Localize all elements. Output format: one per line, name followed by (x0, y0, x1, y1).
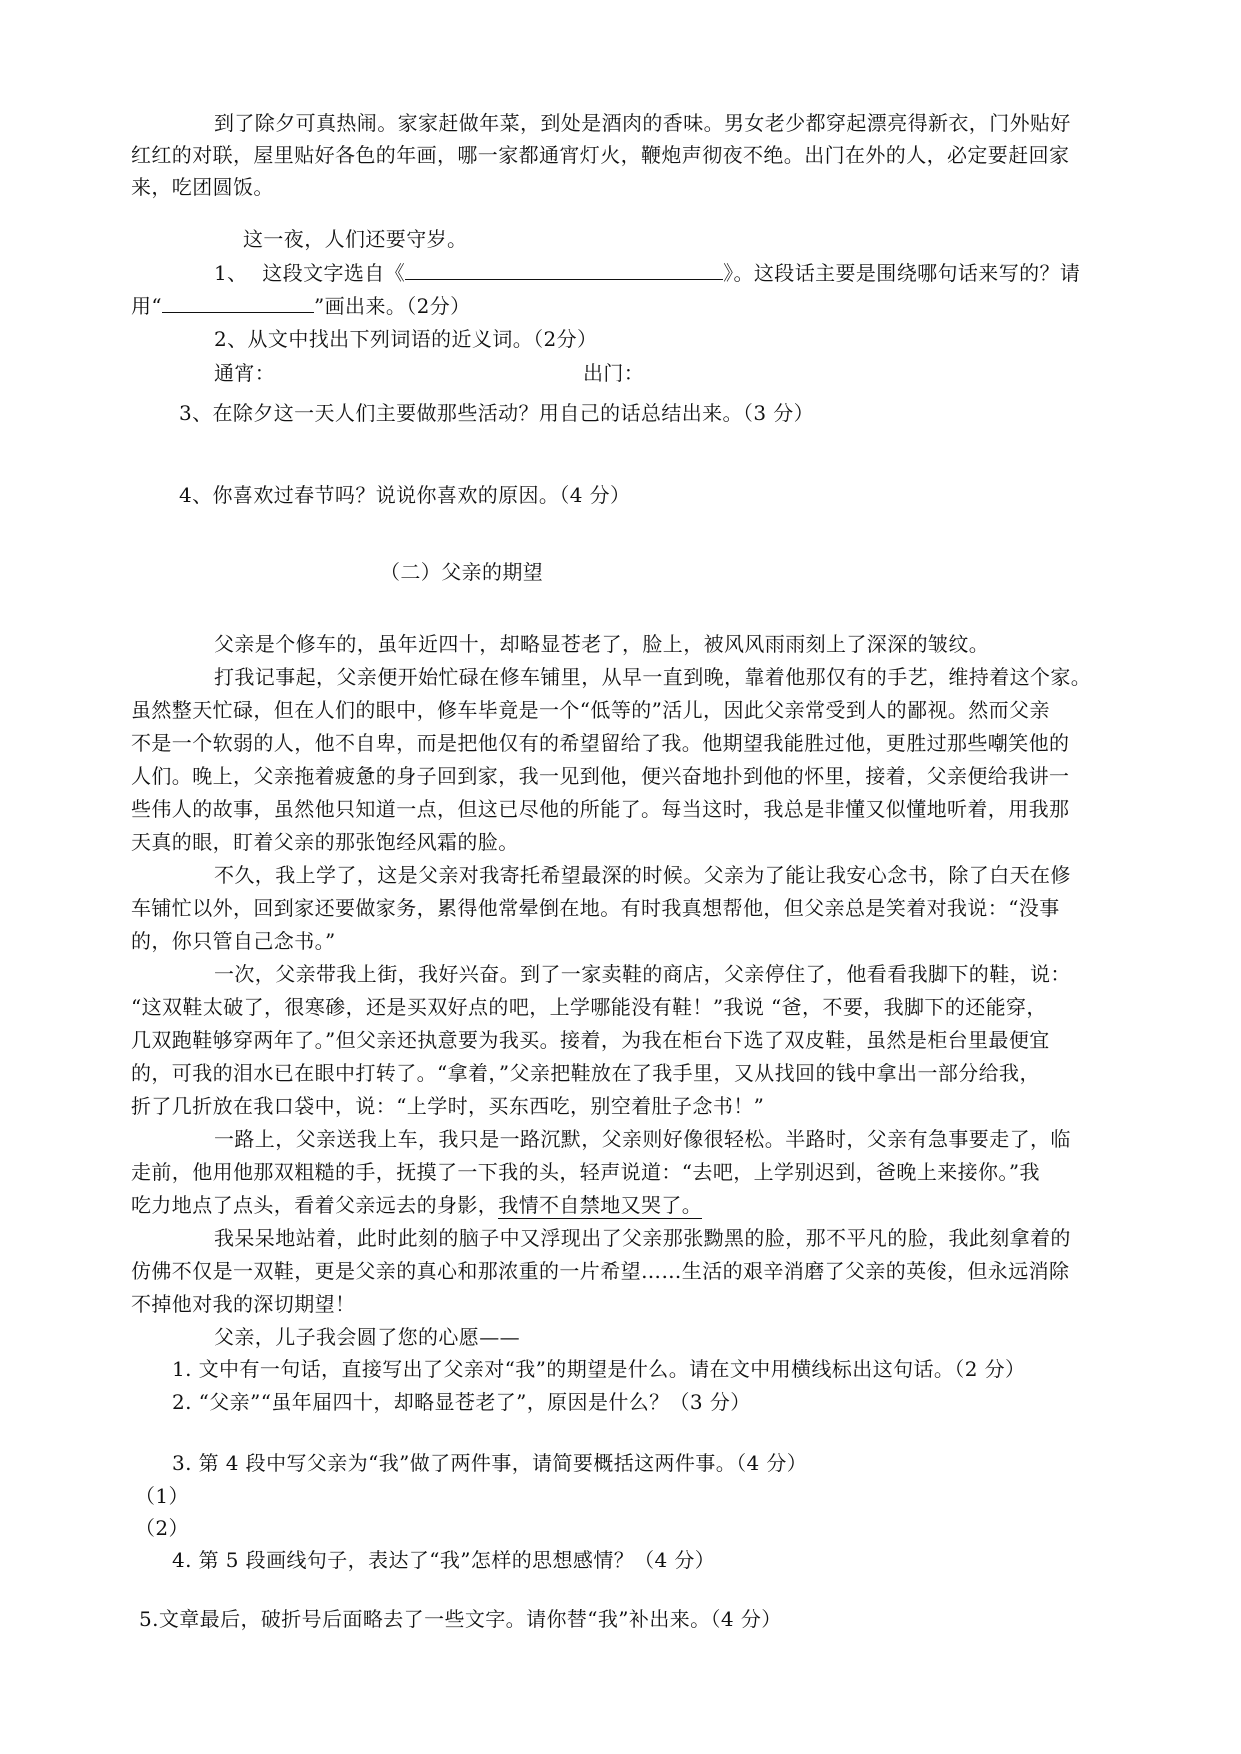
passage2-line-10: 的，你只管自己念书。” (131, 929, 336, 953)
passage2-line-7: 天真的眼，盯着父亲的那张饱经风霜的脸。 (131, 830, 519, 854)
synonym-word-1: 通宵： (214, 361, 276, 385)
question-2: 2、从文中找出下列词语的近义词。（2分） (214, 327, 598, 351)
passage1-line-2: 红红的对联，屋里贴好各色的年画，哪一家都通宵灯火，鞭炮声彻夜不绝。出门在外的人，必定要赶回家 (131, 143, 1070, 167)
underlined-sentence: 我情不自禁地又哭了。 (498, 1193, 703, 1217)
passage2-line-15: 折了几折放在我口袋中，说：“上学时，买东西吃，别空着肚子念书！” (131, 1094, 765, 1118)
question-1-text-c: 用“ (131, 294, 163, 318)
synonym-word-2: 出门： (583, 361, 645, 385)
passage1-line-1: 到了除夕可真热闹。家家赶做年菜，到处是酒肉的香味。男女老少都穿起漂亮得新衣，门外贴好 (214, 111, 1071, 135)
passage2-line-17: 走前，他用他那双粗糙的手，抚摸了一下我的头，轻声说道：“去吧，上学别迟到，爸晚上来接你。”我 (131, 1160, 1040, 1184)
passage2-line-12: “这双鞋太破了，很寒碜，还是买双好点的吧，上学哪能没有鞋！”我说 “爸，不要，我脚下的还能穿， (131, 995, 1047, 1019)
question-3: 3、在除夕这一天人们主要做那些活动？用自己的话总结出来。（3 分） (179, 401, 815, 425)
passage2-line-8: 不久，我上学了，这是父亲对我寄托希望最深的时候。父亲为了能让我安心念书，除了白天在修 (214, 863, 1071, 887)
source-blank[interactable] (405, 257, 723, 280)
passage2-line-19: 我呆呆地站着，此时此刻的脑子中又浮现出了父亲那张黝黑的脸，那不平凡的脸，我此刻拿着的 (214, 1226, 1071, 1250)
answer-slot-2: （2） (135, 1516, 189, 1540)
question-1-line-2 (131, 290, 471, 322)
passage2-line-1: 父亲是个修车的，虽年近四十，却略显苍老了，脸上，被风风雨雨刻上了深深的皱纹。 (214, 632, 990, 656)
passage2-line-13: 几双跑鞋够穿两年了。”但父亲还执意要为我买。接着，为我在柜台下选了双皮鞋，虽然是柜台里最便宜 (131, 1028, 1050, 1052)
passage2-line-3: 虽然整天忙碌，但在人们的眼中，修车毕竟是一个“低等的”活儿，因此父亲常受到人的鄙视。然而父亲 (131, 698, 1050, 722)
question-4: 4、你喜欢过春节吗？说说你喜欢的原因。（4 分） (179, 483, 631, 507)
passage2-line-18-text: 吃力地点了点头，看着父亲远去的身影， (131, 1193, 499, 1217)
passage2-line-4: 不是一个软弱的人，他不自卑，而是把他仅有的希望留给了我。他期望我能胜过他，更胜过那些嘲笑他的 (131, 731, 1070, 755)
passage2-line-18 (131, 1189, 702, 1221)
passage2-line-20: 仿佛不仅是一双鞋，更是父亲的真心和那浓重的一片希望……生活的艰辛消磨了父亲的英俊，但永远消除 (131, 1259, 1070, 1283)
question-1-text-d: ”画出来。（2分） (314, 294, 471, 318)
passage2-line-14: 的，可我的泪水已在眼中打转了。“拿着，”父亲把鞋放在了我手里，又从找回的钱中拿出一部分给我， (131, 1061, 1040, 1085)
passage2-line-21: 不掉他对我的深切期望！ (131, 1292, 356, 1316)
passage2-line-16: 一路上，父亲送我上车，我只是一路沉默，父亲则好像很轻松。半路时，父亲有急事要走了，临 (214, 1127, 1071, 1151)
question2-1: 1. 文中有一句话，直接写出了父亲对“我”的期望是什么。请在文中用横线标出这句话。（2 分） (172, 1357, 1026, 1381)
question-1-text-a: 这段文字选自《 (262, 261, 406, 285)
question-1-text-b: 》。这段话主要是围绕哪句话来写的？请 (723, 261, 1081, 285)
passage1-line-4: 这一夜，人们还要守岁。 (243, 227, 468, 251)
passage2-line-5: 人们。晚上，父亲拖着疲惫的身子回到家，我一见到他，便兴奋地扑到他的怀里，接着，父亲便给我讲一 (131, 764, 1070, 788)
question2-5: 5.文章最后，破折号后面略去了一些文字。请你替“我”补出来。（4 分） (139, 1607, 782, 1631)
question2-4: 4. 第 5 段画线句子，表达了“我”怎样的思想感情？（4 分） (172, 1548, 716, 1572)
passage2-line-11: 一次，父亲带我上街，我好兴奋。到了一家卖鞋的商店，父亲停住了，他看看我脚下的鞋，说： (214, 962, 1071, 986)
passage2-line-22: 父亲，儿子我会圆了您的心愿—— (214, 1325, 520, 1349)
question2-2: 2. “父亲”“虽年届四十，却略显苍老了”，原因是什么？（3 分） (172, 1390, 751, 1414)
section-2-title: （二）父亲的期望 (380, 560, 544, 584)
question-1-number: 1、 (214, 261, 248, 285)
answer-slot-1: （1） (135, 1484, 189, 1508)
question2-3: 3. 第 4 段中写父亲为“我”做了两件事，请简要概括这两件事。（4 分） (172, 1451, 808, 1475)
passage2-line-2: 打我记事起，父亲便开始忙碌在修车铺里，从早一直到晚，靠着他那仅有的手艺，维持着这个家。 (214, 665, 1092, 689)
passage2-line-9: 车铺忙以外，回到家还要做家务，累得他常晕倒在地。有时我真想帮他，但父亲总是笑着对我说：“没事 (131, 896, 1060, 920)
question-1-line-1 (214, 257, 1080, 289)
passage1-line-3: 来，吃团圆饭。 (131, 175, 274, 199)
underline-sample-blank (162, 290, 314, 313)
passage2-line-6: 些伟人的故事，虽然他只知道一点，但这已尽他的所能了。每当这时，我总是非懂又似懂地听着，用我那 (131, 797, 1070, 821)
